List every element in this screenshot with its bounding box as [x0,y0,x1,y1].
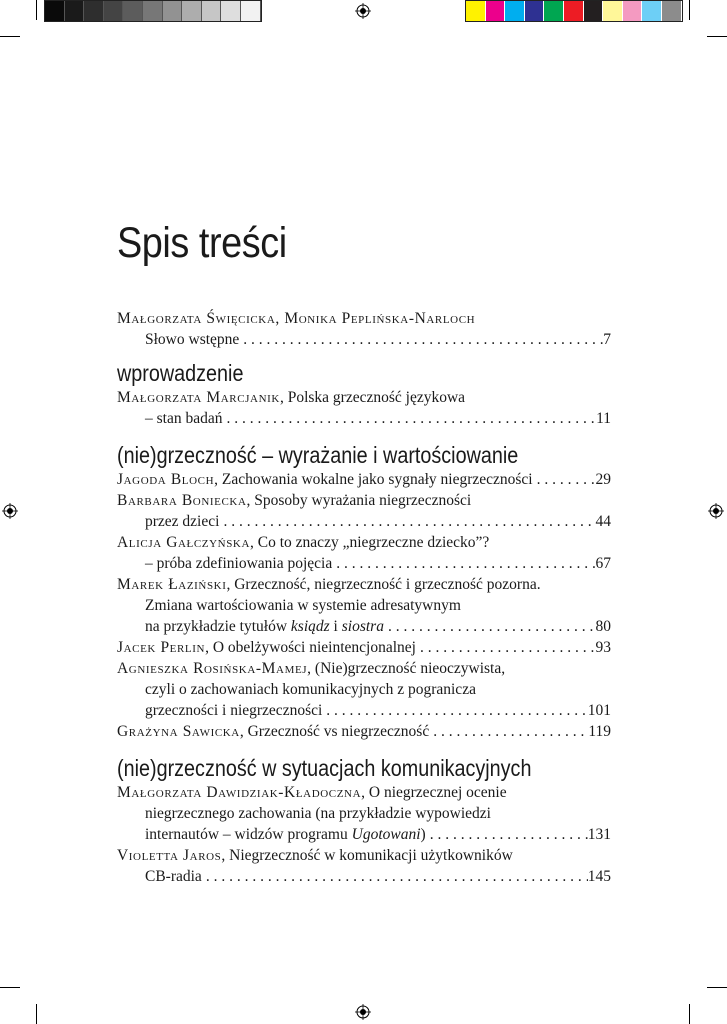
crop-mark-bottom-right-vertical [689,1004,690,1024]
color-swatch [544,1,564,21]
dot-leader [384,616,596,637]
entry-title-joiner: i [329,618,342,635]
color-swatch [505,1,525,21]
color-swatch [525,1,545,21]
color-calibration-bar [465,0,683,22]
gray-swatch [143,1,163,21]
color-swatch [623,1,643,21]
color-swatch [564,1,584,21]
toc-entry [117,574,611,637]
entry-author: Jacek Perlin [117,639,206,656]
gray-swatch [65,1,85,21]
entry-title-italic: Ugotowani [351,826,421,843]
gray-swatch [163,1,183,21]
gray-swatch [241,1,261,21]
entry-title-italic: siostra [341,618,384,635]
toc-entry [117,721,611,742]
crop-mark-top-right-horizontal [707,36,727,37]
entry-title-continued: grzeczności i niegrzeczności [145,702,323,719]
entry-page-number: 93 [595,639,611,656]
grayscale-calibration-bar [44,0,262,22]
color-swatch [662,1,682,21]
entry-page-number: 44 [595,513,611,530]
entry-title: , Grzeczność, niegrzeczność i grzeczność pozorna. [226,576,541,593]
toc-section [117,359,611,429]
entry-title-continued: na przykładzie tytułów [145,618,291,635]
crop-mark-bottom-left-horizontal [0,987,20,988]
color-swatch [486,1,506,21]
dot-leader [429,721,588,742]
entry-title-continued: czyli o zachowaniach komunikacyjnych z pogranicza [145,681,476,698]
page-title: Spis treści [117,219,287,267]
entry-author: Grażyna Sawicka [117,723,240,740]
toc-entry [117,532,611,574]
dot-leader [202,866,588,887]
entry-author: Małgorzata Święcicka, Monika Peplińska-Narloch [117,310,476,327]
dot-leader [533,469,596,490]
toc-entry [117,469,611,490]
entry-page-number: 11 [596,410,611,427]
gray-swatch [202,1,222,21]
entry-title-continued: CB-radia [145,868,202,885]
color-swatch [584,1,604,21]
color-swatch [642,1,662,21]
entry-page-number: 119 [588,723,611,740]
entry-title: , Sposoby wyrażania niegrzeczności [246,492,472,509]
toc-entry [117,845,611,887]
section-heading: (nie)grzeczność – wyrażanie i wartościowanie [117,442,519,468]
toc-entry [117,637,611,658]
entry-author: Marek Łaziński [117,576,227,593]
entry-title-suffix: ) [420,826,426,843]
gray-swatch [45,1,65,21]
dot-leader [416,637,596,658]
entry-title-continued: – stan badań [145,410,223,427]
crop-mark-bottom-left-vertical [36,1004,37,1024]
toc-entry [117,387,611,429]
color-swatch [466,1,486,21]
gray-swatch [182,1,202,21]
entry-page-number: 145 [587,868,611,885]
entry-page-number: 7 [603,331,611,348]
entry-page-number: 101 [587,702,611,719]
registration-mark-icon [2,503,18,519]
dot-leader [239,329,603,350]
crop-mark-bottom-right-horizontal [707,987,727,988]
entry-author: Małgorzata Marcjanik [117,389,280,406]
toc-section [117,441,611,742]
dot-leader [219,511,595,532]
registration-mark-icon [355,1004,371,1020]
toc-entry [117,490,611,532]
entry-title-continued: internautów – widzów programu [145,826,352,843]
dot-leader [426,824,588,845]
entry-title: , O obelżywości nieintencjonalnej [205,639,416,656]
entry-page-number: 131 [587,826,611,843]
color-swatch [603,1,623,21]
entry-title: , Co to znaczy „niegrzeczne dziecko”? [250,534,490,551]
entry-author: Barbara Boniecka [117,492,247,509]
section-heading: (nie)grzeczność w sytuacjach komunikacyjnych [117,755,532,781]
crop-mark-top-left-horizontal [0,36,20,37]
section-heading: wprowadzenie [117,360,244,386]
dot-leader [322,700,587,721]
table-of-contents [117,308,611,887]
toc-entry [117,782,611,845]
entry-author: Jagoda Bloch [117,471,215,488]
entry-page-number: 80 [595,618,611,635]
entry-title: , Zachowania wokalne jako sygnały niegrzeczności [214,471,533,488]
registration-mark-icon [355,3,371,19]
entry-title-continued: niegrzecznego zachowania (na przykładzie wypowiedzi [145,805,491,822]
entry-title-continued: przez dzieci [145,513,220,530]
entry-page-number: 29 [595,471,611,488]
toc-entry [117,658,611,721]
registration-mark-icon [708,503,724,519]
dot-leader [332,553,595,574]
entry-title: Słowo wstępne [145,331,240,348]
gray-swatch [123,1,143,21]
entry-author: Małgorzata Dawidziak-Kładoczna [117,784,362,801]
dot-leader [222,408,596,429]
entry-title-italic: ksiądz [290,618,330,635]
entry-author: Violetta Jaros [117,847,222,864]
entry-title: , O niegrzecznej ocenie [361,784,507,801]
entry-title-continued: Zmiana wartościowania w systemie adresatywnym [145,597,461,614]
toc-section [117,754,611,887]
gray-swatch [104,1,124,21]
gray-swatch [221,1,241,21]
crop-mark-top-left-vertical [36,0,37,20]
entry-author: Alicja Gałczyńska [117,534,251,551]
entry-title: , (Nie)grzeczność nieoczywista, [307,660,506,677]
gray-swatch [84,1,104,21]
entry-title-continued: – próba zdefiniowania pojęcia [145,555,333,572]
entry-author: Agnieszka Rosińska-Mamej [117,660,308,677]
entry-title: , Grzeczność vs niegrzeczność [239,723,430,740]
crop-mark-top-right-vertical [689,0,690,20]
entry-page-number: 67 [595,555,611,572]
entry-title: , Polska grzeczność językowa [279,389,466,406]
toc-entry [117,308,611,350]
entry-title: , Niegrzeczność w komunikacji użytkowników [221,847,513,864]
